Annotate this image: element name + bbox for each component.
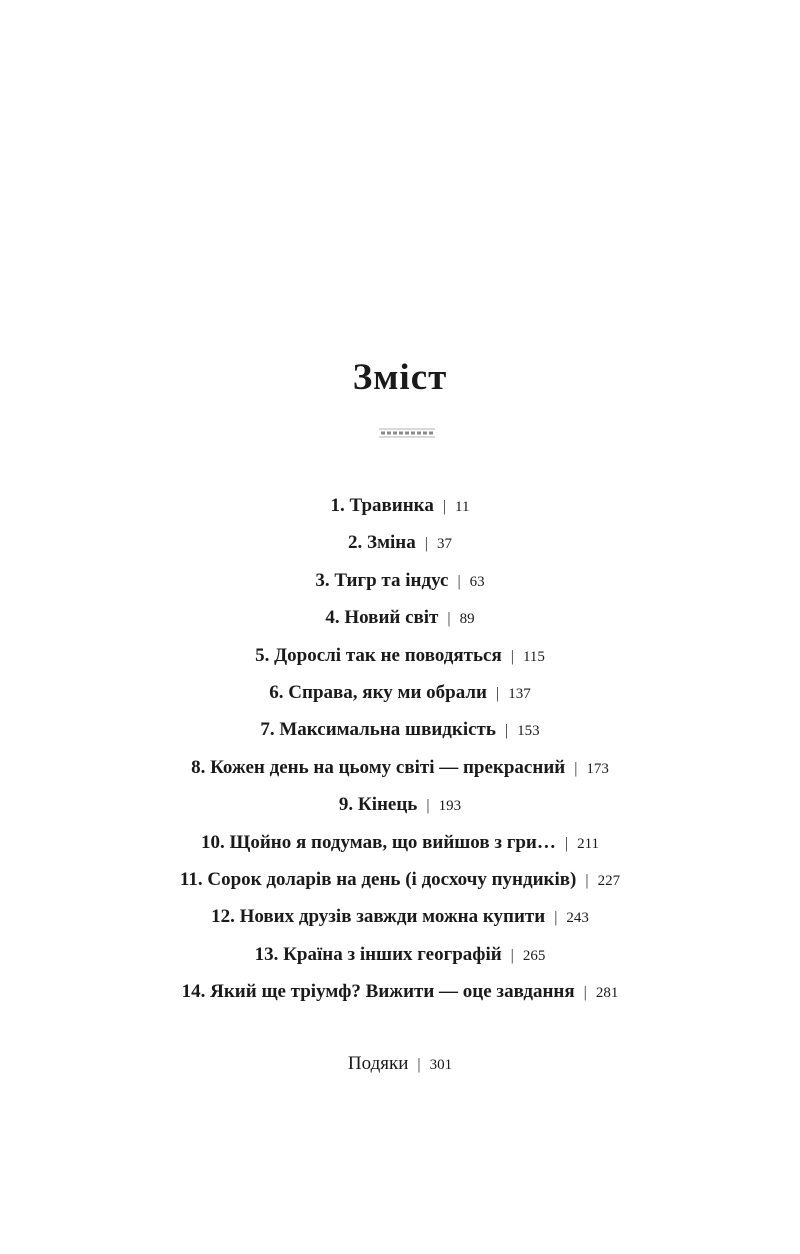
toc-page-number: 173	[586, 760, 609, 777]
table-of-contents	[0, 490, 800, 1013]
toc-separator: |	[447, 610, 451, 628]
toc-separator: |	[426, 797, 430, 815]
toc-separator: |	[574, 759, 578, 777]
acknowledgements-page-number: 301	[429, 1057, 453, 1073]
toc-acknowledgements[interactable]	[0, 1048, 800, 1081]
toc-separator: |	[504, 722, 509, 740]
toc-entry-title: 6. Справа, яку ми обрали	[269, 681, 487, 703]
toc-entry-title: 4. Новий світ	[325, 607, 439, 629]
toc-page-number: 243	[566, 910, 589, 927]
toc-separator: |	[554, 909, 558, 927]
page-title: Зміст	[352, 357, 448, 398]
toc-page-number: 227	[597, 872, 621, 889]
toc-entry-title: 13. Країна з інших географій	[254, 943, 502, 965]
toc-page-number: 115	[522, 648, 545, 665]
toc-separator: |	[442, 498, 447, 515]
toc-separator: |	[424, 535, 428, 553]
toc-entry-title: 2. Зміна	[348, 532, 416, 554]
toc-page-number: 211	[577, 835, 600, 852]
toc-entry-title: 3. Тигр та індус	[315, 569, 449, 591]
toc-separator: |	[564, 834, 569, 852]
toc-entry-title: 14. Який ще тріумф? Вижити — оце завдання	[181, 981, 575, 1003]
toc-entry[interactable]	[0, 565, 800, 602]
toc-page-number: 153	[517, 723, 540, 740]
toc-entry[interactable]	[0, 864, 800, 901]
toc-entry-title: 5. Дорослі так не поводяться	[255, 644, 502, 666]
toc-entry-title: 11. Сорок доларів на день (і досхочу пундиків)	[179, 868, 577, 890]
acknowledgements-title: Подяки	[347, 1053, 409, 1074]
toc-entry-title: 9. Кінець	[338, 794, 418, 816]
toc-separator: |	[510, 946, 514, 964]
toc-page-number: 137	[508, 685, 531, 702]
toc-separator: |	[510, 647, 514, 665]
toc-separator: |	[417, 1056, 421, 1073]
toc-entry[interactable]	[0, 490, 800, 527]
toc-entry-title: 12. Нових друзів завжди можна купити	[211, 906, 546, 928]
toc-entry-title: 8. Кожен день на цьому світі — прекрасний	[191, 756, 566, 778]
toc-entry[interactable]	[0, 677, 800, 714]
toc-entry[interactable]	[0, 939, 800, 976]
toc-separator: |	[583, 984, 587, 1002]
toc-page-number: 281	[595, 985, 619, 1002]
toc-page-number: 11	[455, 499, 470, 515]
toc-entry[interactable]	[0, 714, 800, 751]
toc-page-number: 193	[438, 798, 462, 815]
toc-entry[interactable]	[0, 527, 800, 564]
toc-page-number: 63	[469, 573, 485, 590]
toc-entry-title: 1. Травинка	[330, 495, 434, 516]
ornament-divider	[379, 428, 435, 438]
toc-page-number: 89	[459, 611, 475, 628]
toc-entry[interactable]	[0, 789, 800, 826]
toc-page-number: 265	[522, 947, 546, 964]
toc-entry[interactable]	[0, 640, 800, 677]
toc-entry[interactable]	[0, 827, 800, 864]
toc-entry[interactable]	[0, 976, 800, 1013]
toc-entry[interactable]	[0, 752, 800, 789]
toc-separator: |	[495, 684, 500, 702]
toc-entry[interactable]	[0, 602, 800, 639]
toc-page-number: 37	[436, 536, 452, 553]
toc-entry-title: 10. Щойно я подумав, що вийшов з гри…	[200, 831, 556, 853]
toc-entry[interactable]	[0, 901, 800, 938]
toc-separator: |	[585, 871, 589, 889]
toc-entry-title: 7. Максимальна швидкість	[260, 719, 496, 741]
toc-separator: |	[457, 572, 461, 590]
